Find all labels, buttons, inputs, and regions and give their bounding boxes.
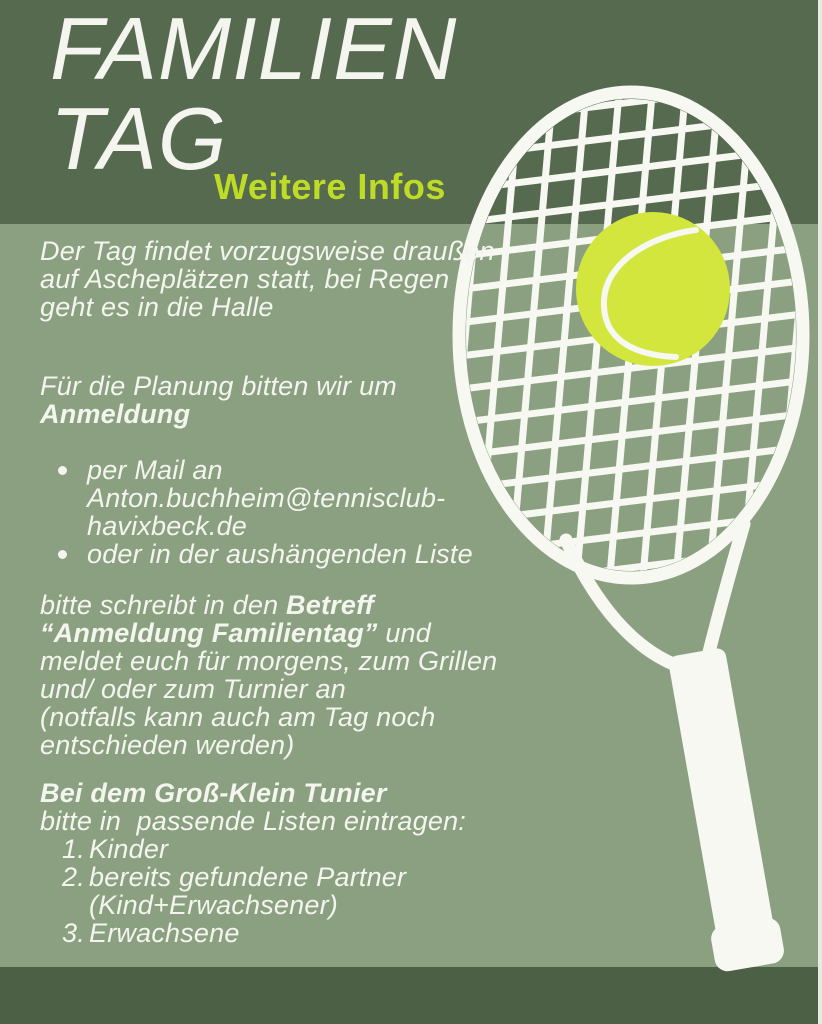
list-number: 2. [62, 862, 85, 892]
bullet-text [87, 540, 473, 568]
email-text: havixbeck.de [87, 511, 247, 541]
list-line: Erwachsene [89, 918, 240, 948]
list-text [89, 919, 466, 947]
planning-paragraph [40, 372, 397, 428]
tennis-ball [576, 212, 730, 366]
subject-quote: “Anmeldung Familientag” [40, 618, 378, 648]
list-line: (Kind+Erwachsener) [89, 890, 338, 920]
list-text [89, 863, 466, 919]
list-number: 3. [62, 918, 85, 948]
tournament-section [40, 779, 466, 947]
subject-paragraph [40, 591, 497, 759]
tournament-list [40, 835, 466, 947]
list-line: bereits gefundene Partner [89, 862, 407, 892]
bullet-dot-icon [58, 550, 67, 559]
list-text [89, 835, 466, 863]
bullet-line: oder in der aushängenden Liste [87, 539, 473, 569]
list-item [58, 456, 473, 540]
intro-line: Der Tag findet vorzugsweise draußen [40, 236, 495, 266]
right-edge-strip [818, 0, 822, 1024]
title-line-1: FAMILIEN [50, 0, 458, 98]
planning-line: Für die Planung bitten wir um [40, 371, 397, 401]
list-line: Kinder [89, 834, 169, 864]
intro-paragraph [40, 237, 495, 321]
list-item [62, 863, 466, 919]
bullet-dot-icon [58, 466, 67, 475]
subject-line: meldet euch für morgens, zum Grillen [40, 646, 498, 676]
tennis-racket-icon [428, 72, 822, 974]
subtitle-label: Weitere Infos [214, 166, 446, 207]
betreff-emphasis: Betreff [286, 590, 374, 620]
anmeldung-emphasis: Anmeldung [40, 399, 191, 429]
title-line-2: TAG [50, 88, 228, 188]
tournament-subheading: bitte in passende Listen eintragen: [40, 806, 466, 836]
subject-line [40, 619, 497, 647]
subject-text: bitte schreibt in den [40, 590, 287, 620]
list-number: 1. [62, 834, 85, 864]
subject-line [40, 591, 497, 619]
email-text: Anton.buchheim@tennisclub- [87, 483, 446, 513]
subject-text: und [377, 618, 431, 648]
list-item [62, 919, 466, 947]
subject-line: und/ oder zum Turnier an [40, 674, 346, 704]
tournament-heading: Bei dem Groß-Klein Tunier [40, 778, 387, 808]
subject-line: (notfalls kann auch am Tag noch [40, 702, 436, 732]
tennis-ball-icon [576, 212, 730, 366]
subject-line: entschieden werden) [40, 730, 295, 760]
racket-throat-left [566, 540, 678, 666]
intro-line: geht es in die Halle [40, 292, 274, 322]
bullet-line: per Mail an [87, 455, 223, 485]
signup-options-list [58, 456, 473, 568]
bullet-text [87, 456, 473, 540]
list-item [58, 540, 473, 568]
intro-line: auf Ascheplätzen statt, bei Regen [40, 264, 450, 294]
racket-grip [661, 646, 786, 973]
list-item [62, 835, 466, 863]
